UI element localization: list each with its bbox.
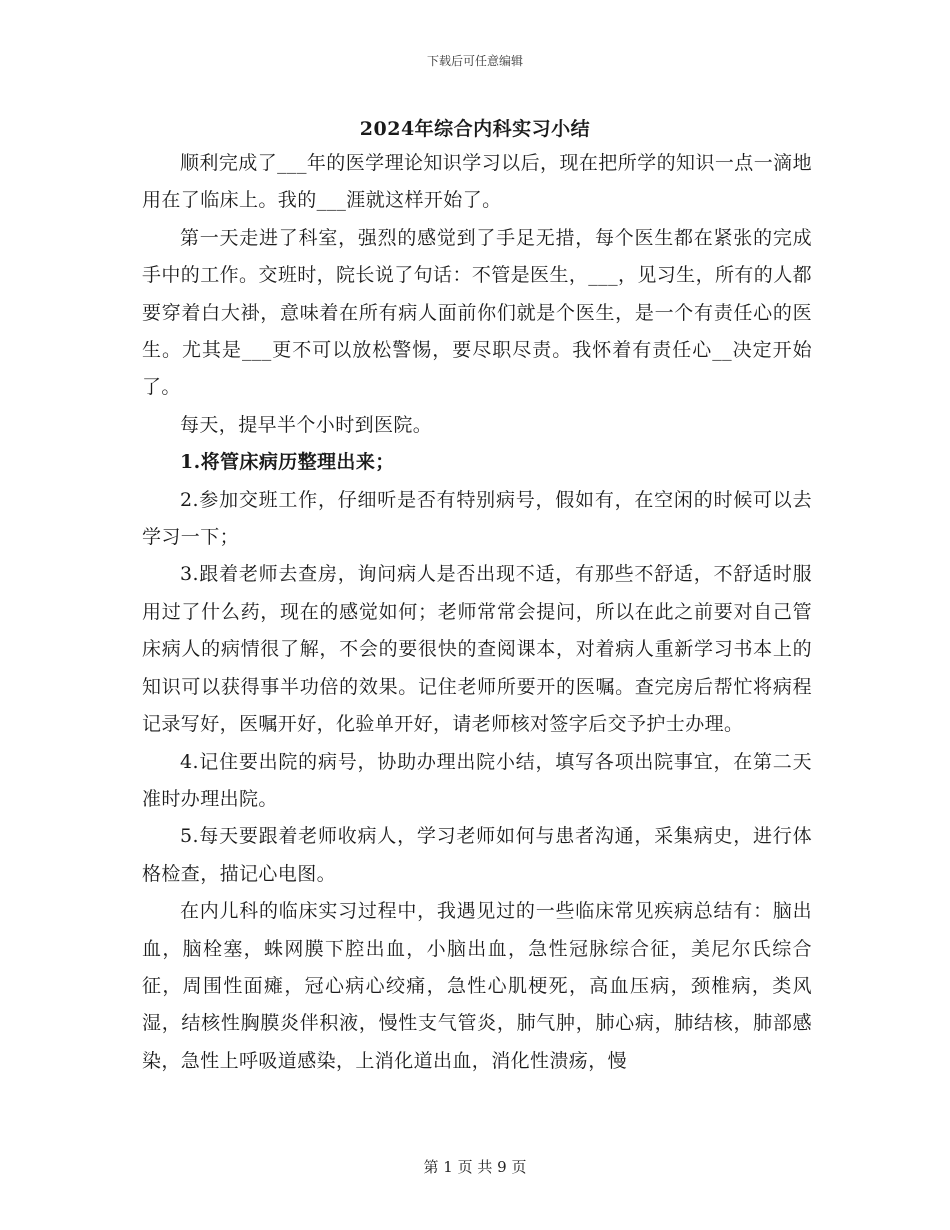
list-item-1: 1.将管床病历整理出来； (180, 451, 395, 474)
paragraph-first-day: 第一天走进了科室，强烈的感觉到了手足无措，每个医生都在紧张的完成手中的工作。交班时，院长说了句话：不管是医生，___，见习生，所有的人都要穿着白大褂，意味着在所有病人面前你们就是个医生，是一个有责任心的医生。尤其是___更不可以放松警惕，要尽职尽责。我怀着有责任心__决定开始了。 (142, 226, 812, 399)
document-title: 2024年综合内科实习小结 (359, 118, 591, 140)
page-header: 下载后可任意编辑 (426, 54, 523, 68)
paragraph-daily: 每天，提早半个小时到医院。 (180, 413, 433, 436)
page-number: 第 1 页 共 9 页 (423, 1158, 527, 1176)
document-body (142, 145, 812, 1080)
list-item-3: 3.跟着老师去查房，询问病人是否出现不适，有那些不舒适，不舒适时服用过了什么药，现在的感觉如何；老师常常会提问，所以在此之前要对自己管床病人的病情很了解，不会的要很快的查阅课本，对着病人重新学习书本上的知识可以获得事半功倍的效果。记住老师所要开的医嘱。查完房后帮忙将病程记录写好，医嘱开好，化验单开好，请老师核对签字后交予护士办理。 (142, 563, 812, 736)
paragraph-diseases: 在内儿科的临床实习过程中，我遇见过的一些临床常见疾病总结有：脑出血，脑栓塞，蛛网膜下腔出血，小脑出血，急性冠脉综合征，美尼尔氏综合征，周围性面瘫，冠心病心绞痛，急性心肌梗死，高血压病，颈椎病，类风湿，结核性胸膜炎伴积液，慢性支气管炎，肺气肿，肺心病，肺结核，肺部感染，急性上呼吸道感染，上消化道出血，消化性溃疡，慢 (142, 900, 812, 1072)
list-item-5: 5.每天要跟着老师收病人，学习老师如何与患者沟通，采集病史，进行体格检查，描记心电图。 (142, 825, 812, 885)
list-item-4: 4.记住要出院的病号，协助办理出院小结，填写各项出院事宜，在第二天准时办理出院。 (142, 750, 812, 810)
list-item-2: 2.参加交班工作，仔细听是否有特别病号，假如有，在空闲的时候可以去学习一下； (142, 488, 812, 549)
paragraph-intro: 顺利完成了___年的医学理论知识学习以后，现在把所学的知识一点一滴地用在了临床上。我的___涯就这样开始了。 (142, 152, 812, 212)
